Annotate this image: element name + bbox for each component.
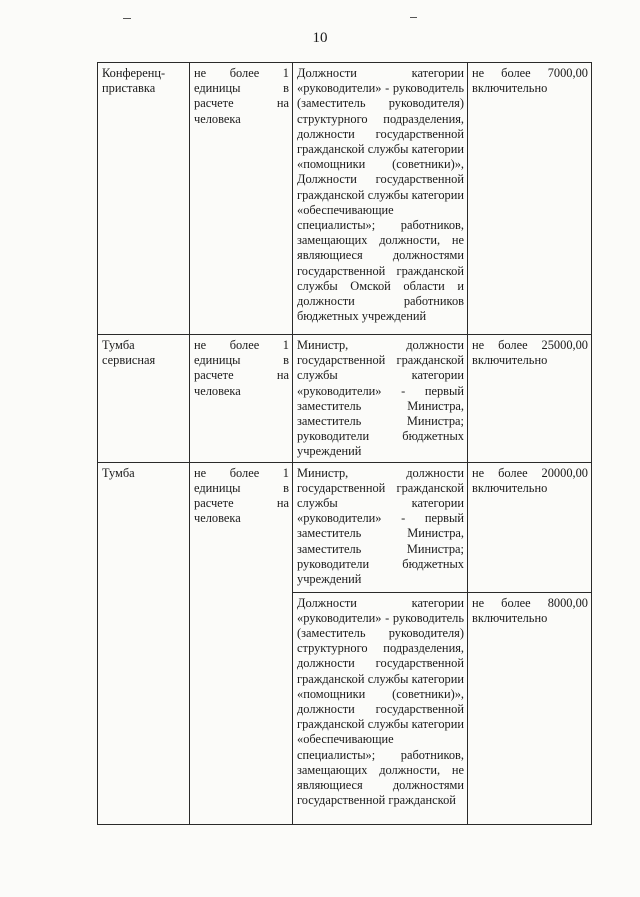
table-row [98,462,592,592]
position-category-cell: Должности категории «руководители» - руководитель (заместитель руководителя) структурного подразделения, должности государственной гражданской службы категории «помощники (советники)», должности государственной гражданской службы категории «обеспечивающие специалисты»; работников, замещающих должности, не являющиеся должностями государственной гражданской [293,592,468,824]
item-name-cell: Тумба сервисная [98,335,190,463]
quantity-cell: не более 1 единицы в расчете на человека [190,335,293,463]
allowance-table [97,62,592,825]
position-category-cell: Должности категории «руководители» - руководитель (заместитель руководителя) структурного подразделения, должности государственной гражданской службы категории «помощники (советники)», Должности государственной гражданской службы категории «обеспечивающие специалисты»; работников, замещающих должности, не являющиеся должностями государственной гражданской службы Омской области и должности работников бюджетных учреждений [293,63,468,335]
table-row [98,63,592,335]
page-number: 10 [312,30,328,46]
item-name-cell: Тумба [98,462,190,824]
table-row [98,335,592,463]
item-name-cell: Конференц-приставка [98,63,190,335]
position-category-cell: Министр, должности государственной гражданской службы категории «руководители» - первый заместитель Министра, заместитель Министра; руководители бюджетных учреждений [293,335,468,463]
quantity-cell: не более 1 единицы в расчете на человека [190,63,293,335]
price-limit-cell: не более 7000,00 включительно [468,63,592,335]
scan-mark [123,18,131,19]
price-limit-cell: не более 25000,00 включительно [468,335,592,463]
position-category-cell: Министр, должности государственной гражданской службы категории «руководители» - первый заместитель Министра, заместитель Министра; руководители бюджетных учреждений [293,462,468,592]
quantity-cell: не более 1 единицы в расчете на человека [190,462,293,824]
price-limit-cell: не более 8000,00 включительно [468,592,592,824]
scan-mark [410,17,417,18]
price-limit-cell: не более 20000,00 включительно [468,462,592,592]
